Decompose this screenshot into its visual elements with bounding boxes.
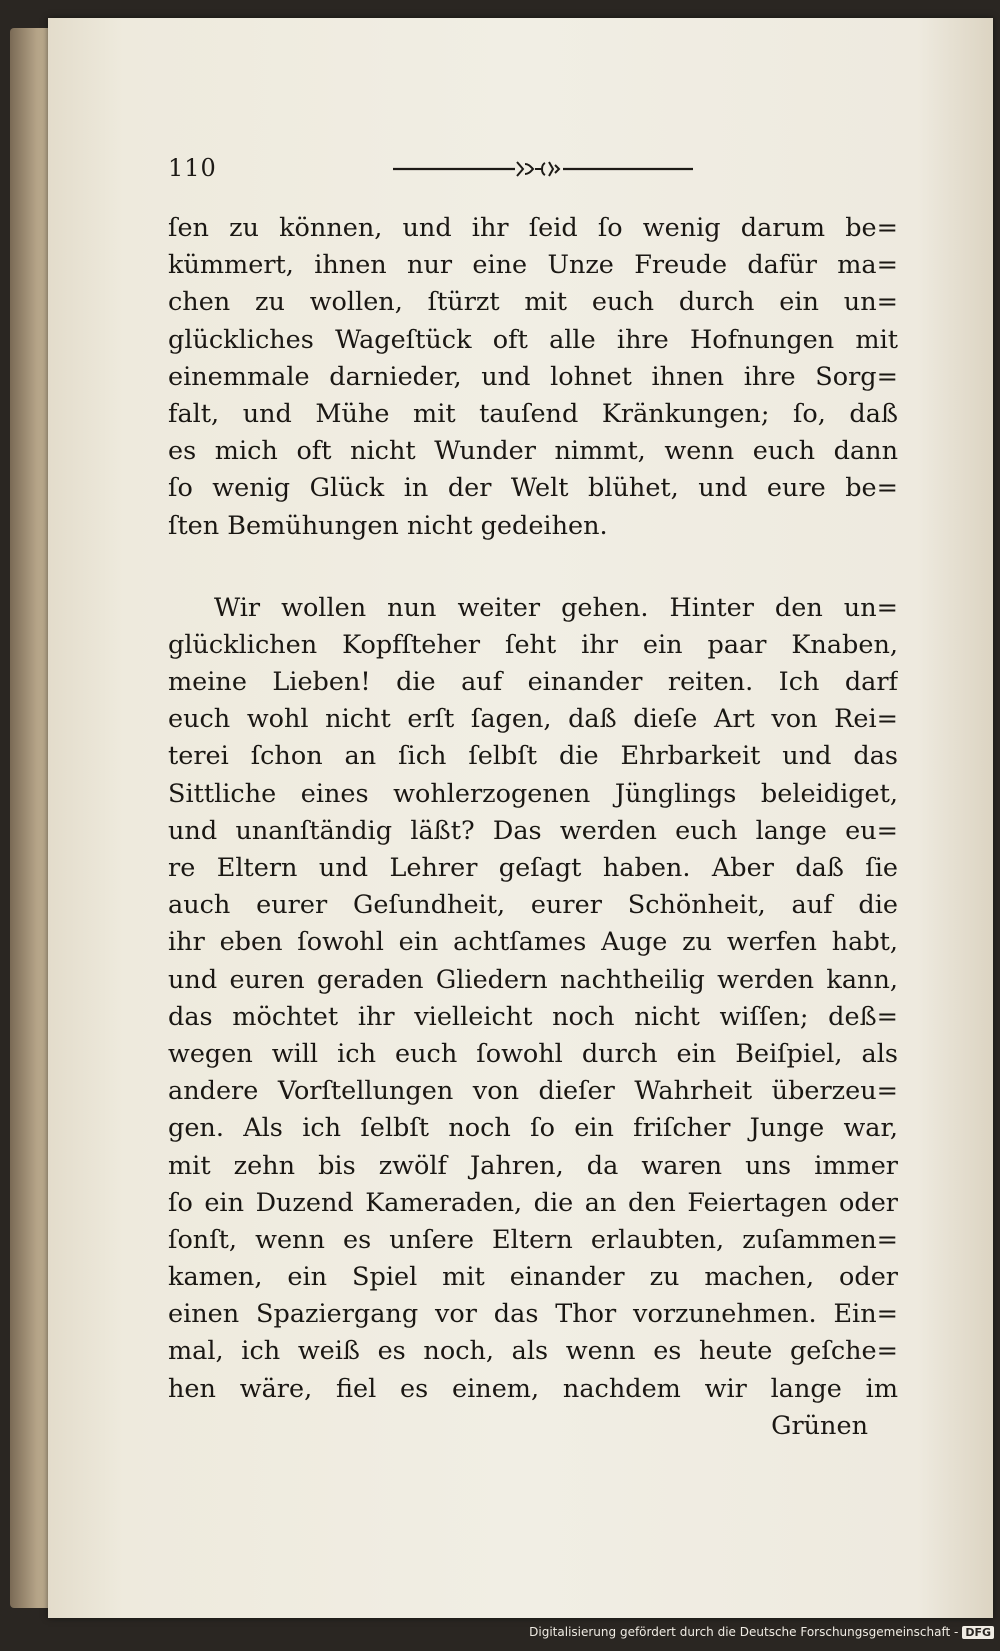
page-text — [168, 210, 898, 1445]
text-line: terei ſchon an ſich ſelbſt die Ehrbarkeit und das — [168, 741, 898, 772]
text-line: Sittliche eines wohlerzogenen Jünglings beleidiget, — [168, 778, 898, 809]
text-line: mit zehn bis zwölf Jahren, da waren uns immer — [168, 1150, 898, 1181]
text-line: hen wäre, fiel es einem, nachdem wir lange im — [168, 1373, 898, 1404]
text-line: mal, ich weiß es noch, als wenn es heute geſche= — [168, 1336, 898, 1367]
text-line: glücklichen Kopfſteher ſeht ihr ein paar Knaben, — [168, 629, 898, 660]
text-line: und euren geraden Gliedern nachtheilig werden kann, — [168, 964, 898, 995]
text-line: Wir wollen nun weiter gehen. Hinter den un= — [214, 592, 898, 623]
paragraph — [168, 210, 898, 545]
text-line: andere Vorſtellungen von dieſer Wahrheit überzeu= — [168, 1076, 898, 1107]
text-line: wegen will ich euch ſowohl durch ein Beiſpiel, als — [168, 1038, 898, 1069]
text-line: ſo ein Duzend Kameraden, die an den Feiertagen oder — [168, 1187, 898, 1218]
page-header — [168, 150, 708, 190]
text-line: meine Lieben! die auf einander reiten. Ich darf — [168, 667, 898, 698]
text-line: ſonſt, wenn es unſere Eltern erlaubten, zuſammen= — [168, 1224, 898, 1255]
text-line: euch wohl nicht erſt ſagen, daß dieſe Art von Rei= — [168, 704, 898, 735]
text-line: chen zu wollen, ſtürzt mit euch durch ein un= — [168, 287, 898, 318]
catchword: Grünen — [771, 1410, 868, 1441]
text-line: ſo wenig Glück in der Welt blühet, und eure be= — [168, 473, 898, 504]
text-line: ſten Bemühungen nicht gedeihen. — [168, 510, 608, 541]
digitization-credit — [529, 1623, 994, 1641]
text-line: glückliches Wageſtück oft alle ihre Hofnungen mit — [168, 324, 898, 355]
text-line: das möchtet ihr vielleicht noch nicht wiſſen; deß= — [168, 1001, 898, 1032]
page-number: 110 — [168, 154, 217, 182]
ornament-rule — [393, 158, 693, 180]
text-line: und unanſtändig läßt? Das werden euch lange eu= — [168, 815, 898, 846]
text-line: falt, und Mühe mit tauſend Kränkungen; ſo, daß — [168, 398, 898, 429]
text-line: kümmert, ihnen nur eine Unze Freude dafür ma= — [168, 250, 898, 281]
text-line: einen Spaziergang vor das Thor vorzunehmen. Ein= — [168, 1299, 898, 1330]
text-line: re Eltern und Lehrer geſagt haben. Aber daß ſie — [168, 853, 898, 883]
text-line: ſen zu können, und ihr ſeid ſo wenig darum be= — [168, 213, 898, 243]
credit-text: Digitalisierung gefördert durch die Deutsche Forschungsgemeinschaft - — [529, 1625, 959, 1639]
text-line: kamen, ein Spiel mit einander zu machen, oder — [168, 1262, 898, 1293]
text-line: gen. Als ich ſelbſt noch ſo ein friſcher Junge war, — [168, 1113, 898, 1144]
text-line: ihr eben ſowohl ein achtſames Auge zu werfen habt, — [168, 927, 898, 958]
text-line: auch eurer Geſundheit, eurer Schönheit, auf die — [168, 890, 898, 921]
text-line: einemmale darnieder, und lohnet ihnen ihre Sorg= — [168, 361, 898, 392]
paragraph — [168, 590, 898, 1408]
dfg-logo: DFG — [962, 1626, 994, 1639]
text-line: es mich oft nicht Wunder nimmt, wenn euch dann — [168, 436, 898, 467]
